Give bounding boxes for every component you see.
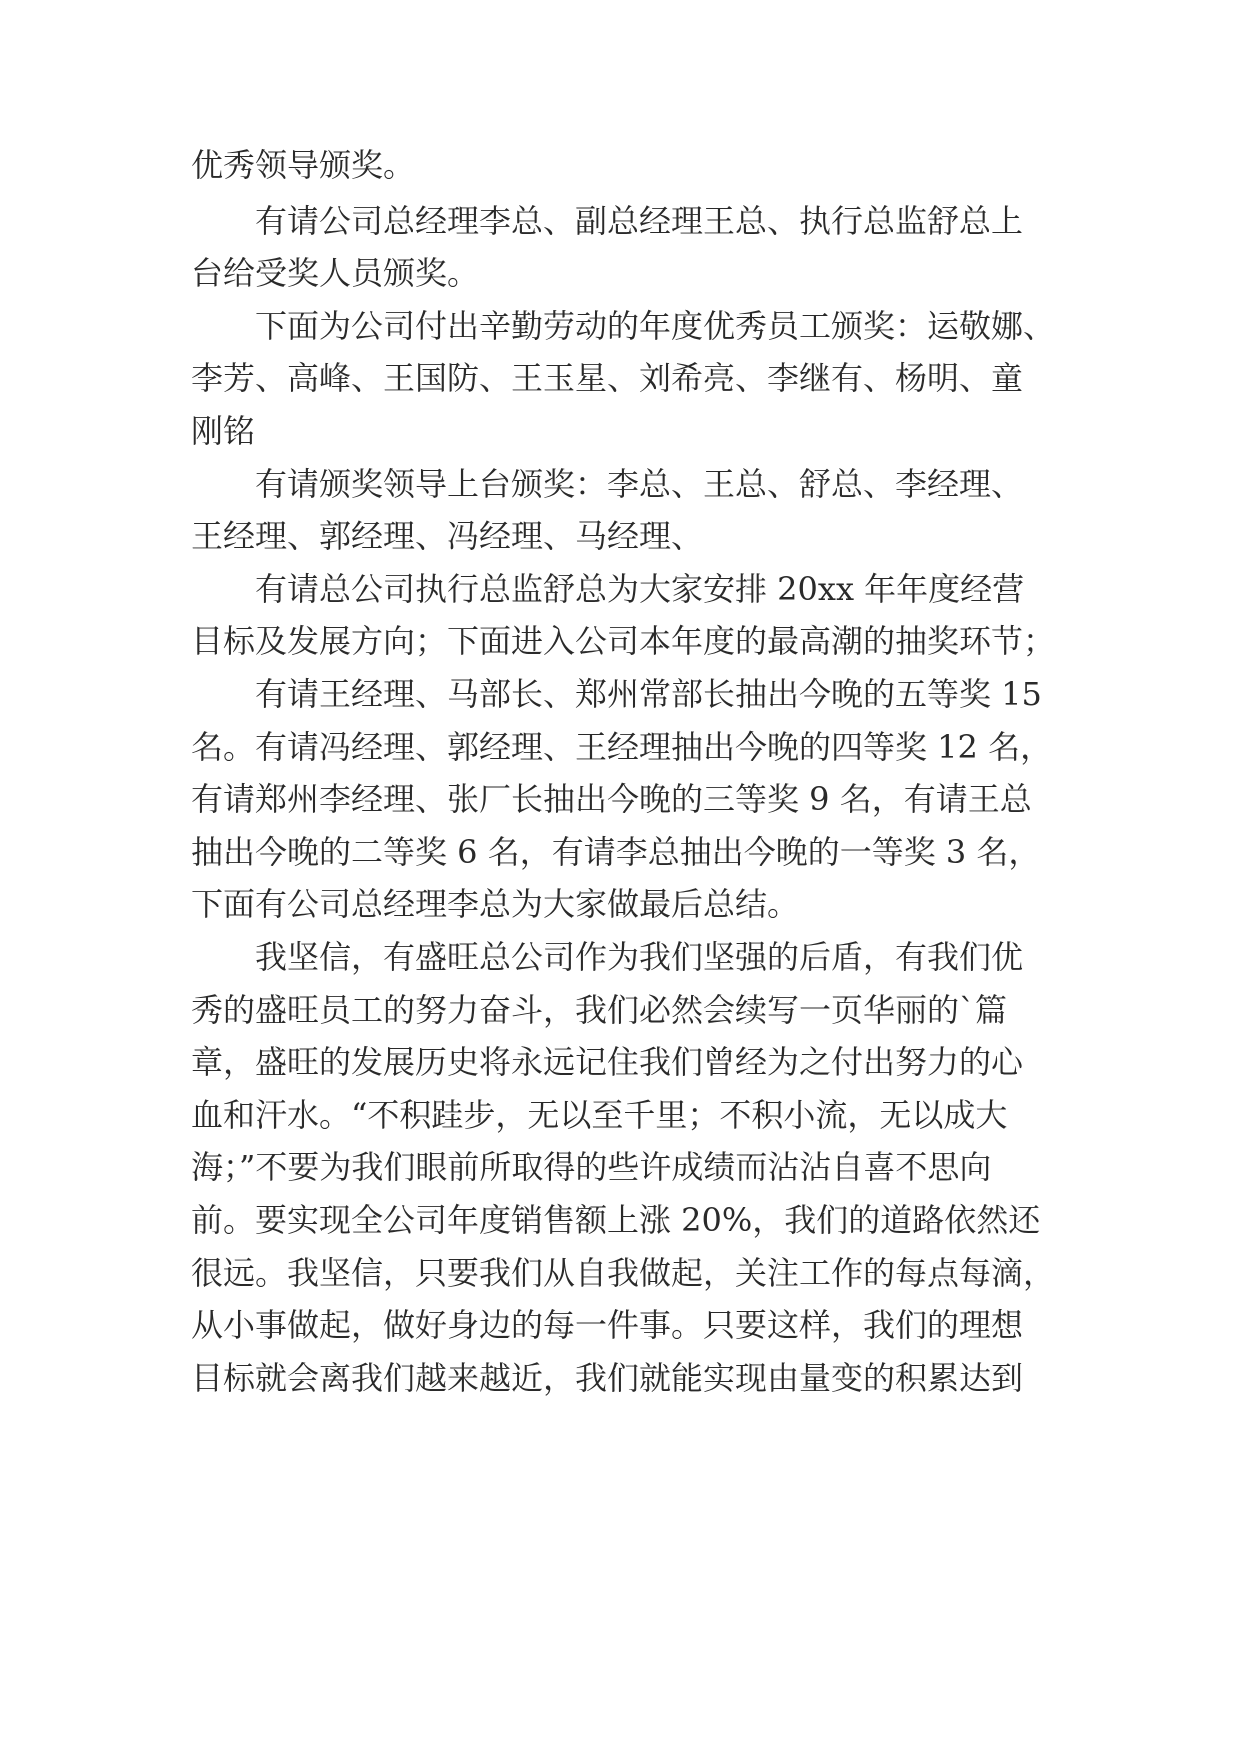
text-line: 抽出今晚的二等奖 6 名，有请李总抽出今晚的一等奖 3 名，: [191, 833, 1041, 871]
text-line: 有请总公司执行总监舒总为大家安排 20xx 年年度经营: [255, 570, 1025, 608]
text-line: 王经理、郭经理、冯经理、马经理、: [191, 517, 704, 555]
text-line: 下面为公司付出辛勤劳动的年度优秀员工颁奖：运敬娜、: [255, 307, 1056, 345]
text-line: 刚铭: [191, 412, 256, 450]
text-line: 章，盛旺的发展历史将永远记住我们曾经为之付出努力的心: [191, 1043, 1024, 1081]
text-line: 我坚信，有盛旺总公司作为我们坚强的后盾，有我们优: [255, 938, 1024, 976]
text-line: 很远。我坚信，只要我们从自我做起，关注工作的每点每滴，: [191, 1254, 1056, 1292]
text-line: 目标及发展方向；下面进入公司本年度的最高潮的抽奖环节；: [191, 622, 1056, 660]
text-line: 秀的盛旺员工的努力奋斗，我们必然会续写一页华丽的`篇: [191, 991, 1008, 1029]
text-line: 有请郑州李经理、张厂长抽出今晚的三等奖 9 名，有请王总: [191, 780, 1032, 818]
text-line: 李芳、高峰、王国防、王玉星、刘希亮、李继有、杨明、童: [191, 359, 1024, 397]
text-line: 目标就会离我们越来越近，我们就能实现由量变的积累达到: [191, 1359, 1024, 1397]
text-line: 血和汗水。“不积跬步，无以至千里；不积小流，无以成大: [191, 1096, 1008, 1134]
text-line: 优秀领导颁奖。: [191, 146, 416, 184]
text-line: 有请公司总经理李总、副总经理王总、执行总监舒总上: [255, 202, 1024, 240]
text-line: 海；”不要为我们眼前所取得的些许成绩而沾沾自喜不思向: [191, 1148, 992, 1186]
text-line: 台给受奖人员颁奖。: [191, 254, 480, 292]
text-line: 前。要实现全公司年度销售额上涨 20%，我们的道路依然还: [191, 1201, 1041, 1239]
text-line: 下面有公司总经理李总为大家做最后总结。: [191, 885, 800, 923]
text-line: 从小事做起，做好身边的每一件事。只要这样，我们的理想: [191, 1306, 1024, 1344]
text-line: 有请颁奖领导上台颁奖：李总、王总、舒总、李经理、: [255, 465, 1024, 503]
text-line: 有请王经理、马部长、郑州常部长抽出今晚的五等奖 15: [255, 675, 1042, 713]
text-line: 名。有请冯经理、郭经理、王经理抽出今晚的四等奖 12 名，: [191, 728, 1053, 766]
